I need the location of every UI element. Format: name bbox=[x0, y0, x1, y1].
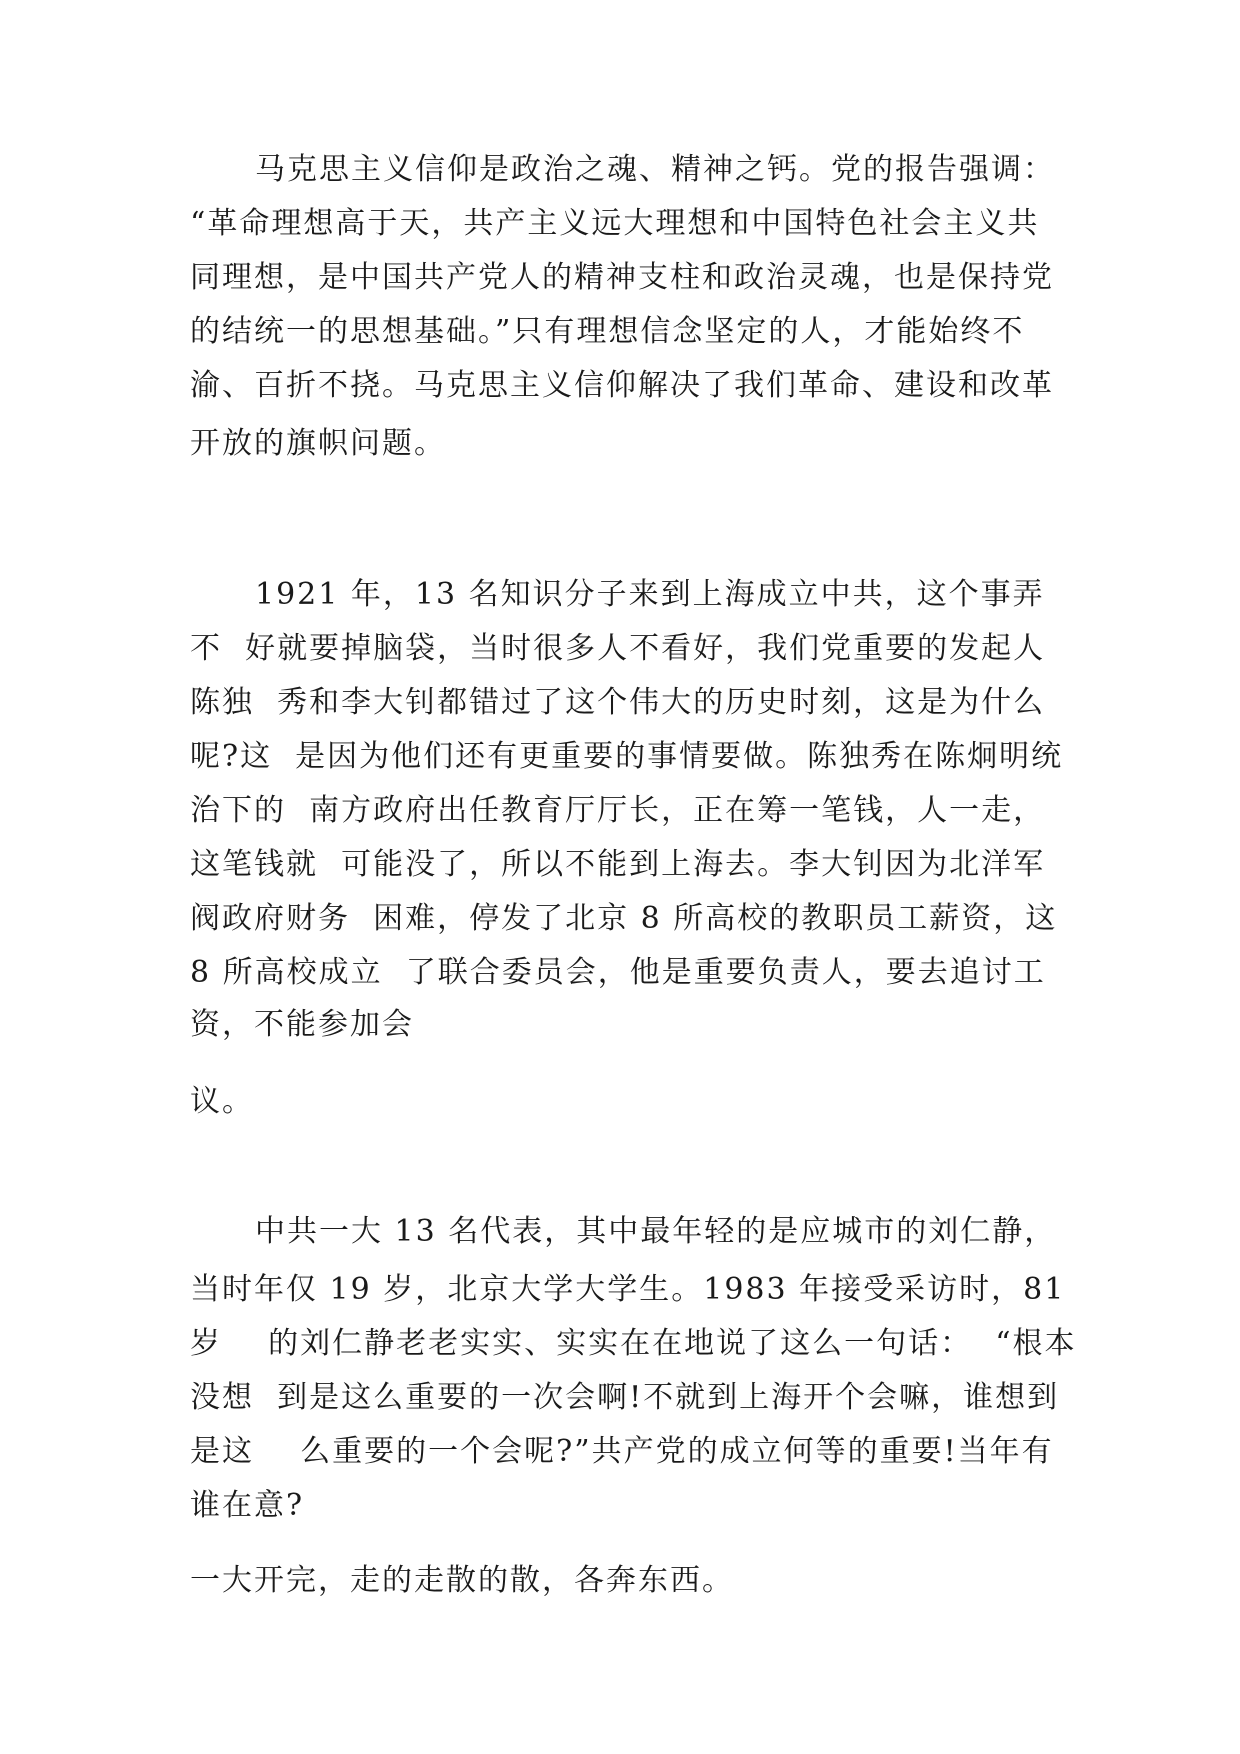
paragraph-3-line-7: 一大开完，走的走散的散，各奔东西。 bbox=[190, 1563, 734, 1598]
paragraph-1-line-4: 的结统一的思想基础。”只有理想信念坚定的人，才能始终不 bbox=[190, 314, 1025, 349]
paragraph-3-line-6: 谁在意? bbox=[190, 1488, 305, 1523]
paragraph-2-line-8: 8 所高校成立 了联合委员会，他是重要负责人，要去追讨工 bbox=[190, 955, 1046, 990]
paragraph-2-line-4: 呢?这 是因为他们还有更重要的事情要做。陈独秀在陈炯明统 bbox=[190, 739, 1064, 774]
paragraph-2-line-6: 这笔钱就 可能没了，所以不能到上海去。李大钊因为北洋军 bbox=[190, 847, 1046, 882]
paragraph-3-line-2: 当时年仅 19 岁，北京大学大学生。1983 年接受采访时，81 bbox=[190, 1272, 1066, 1307]
paragraph-2-line-10: 议。 bbox=[190, 1084, 254, 1119]
paragraph-3-line-1: 中共一大 13 名代表，其中最年轻的是应城市的刘仁静， bbox=[255, 1214, 1057, 1249]
paragraph-3-line-5: 是这 么重要的一个会呢?”共产党的成立何等的重要!当年有 bbox=[190, 1434, 1054, 1469]
paragraph-2-line-7: 阀政府财务 困难，停发了北京 8 所高校的教职员工薪资，这 bbox=[190, 901, 1058, 936]
paragraph-1-line-6: 开放的旗帜问题。 bbox=[190, 426, 446, 461]
paragraph-1-line-3: 同理想，是中国共产党人的精神支柱和政治灵魂，也是保持党 bbox=[190, 260, 1054, 295]
paragraph-3-line-4: 没想 到是这么重要的一次会啊!不就到上海开个会嘛，谁想到 bbox=[190, 1380, 1060, 1415]
paragraph-3-line-3: 岁 的刘仁静老老实实、实实在在地说了这么一句话： “根本 bbox=[190, 1326, 1077, 1361]
paragraph-2-line-1: 1921 年，13 名知识分子来到上海成立中共，这个事弄 bbox=[255, 577, 1045, 612]
paragraph-2-line-3: 陈独 秀和李大钊都错过了这个伟大的历史时刻，这是为什么 bbox=[190, 685, 1046, 720]
paragraph-2-line-9: 资，不能参加会 bbox=[190, 1007, 414, 1042]
paragraph-2-line-2: 不 好就要掉脑袋，当时很多人不看好，我们党重要的发起人 bbox=[190, 631, 1046, 666]
paragraph-1-line-1: 马克思主义信仰是政治之魂、精神之钙。党的报告强调： bbox=[255, 152, 1055, 187]
paragraph-1-line-5: 渝、百折不挠。马克思主义信仰解决了我们革命、建设和改革 bbox=[190, 368, 1054, 403]
paragraph-1-line-2: “革命理想高于天，共产主义远大理想和中国特色社会主义共 bbox=[190, 206, 1040, 241]
paragraph-2-line-5: 治下的 南方政府出任教育厅厅长，正在筹一笔钱，人一走， bbox=[190, 793, 1046, 828]
